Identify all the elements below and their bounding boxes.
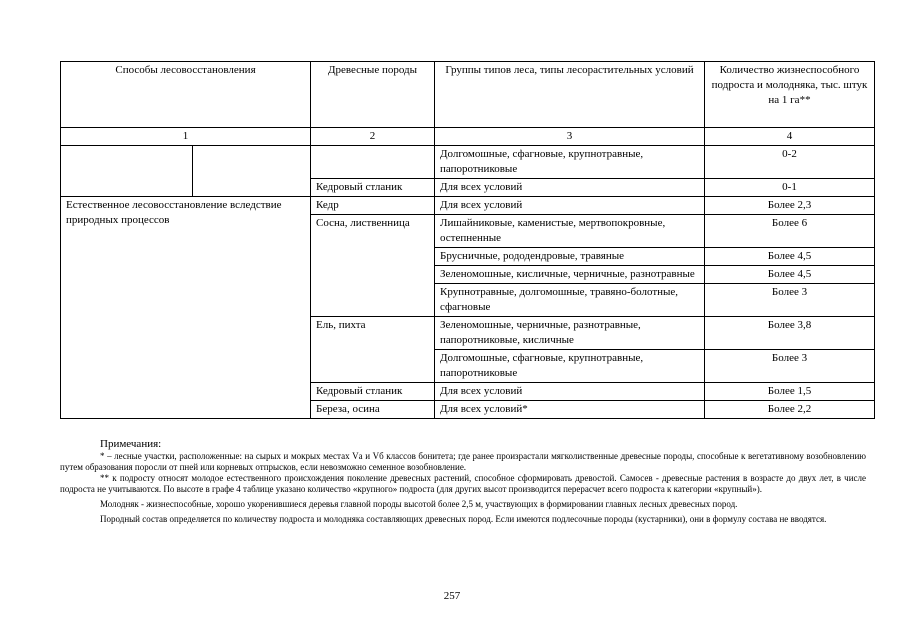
conditions-cell: Долгомошные, сфагновые, крупнотравные, папоротниковые bbox=[435, 146, 705, 179]
amount-cell: Более 3 bbox=[705, 350, 875, 383]
conditions-cell: Для всех условий bbox=[435, 197, 705, 215]
amount-cell: 0-1 bbox=[705, 179, 875, 197]
conditions-cell: Для всех условий bbox=[435, 179, 705, 197]
amount-cell: Более 4,5 bbox=[705, 266, 875, 284]
method-cell-empty bbox=[61, 179, 193, 197]
header-species: Древесные породы bbox=[311, 62, 435, 128]
amount-cell: Более 2,3 bbox=[705, 197, 875, 215]
header-conditions: Группы типов леса, типы лесорастительных условий bbox=[435, 62, 705, 128]
species-cell: Кедровый стланик bbox=[311, 179, 435, 197]
conditions-cell: Для всех условий bbox=[435, 383, 705, 401]
notes-section bbox=[60, 438, 866, 525]
species-cell: Сосна, лиственница bbox=[311, 215, 435, 317]
amount-cell: Более 4,5 bbox=[705, 248, 875, 266]
forest-restoration-table bbox=[60, 61, 875, 419]
amount-cell: Более 6 bbox=[705, 215, 875, 248]
species-cell: Кедр bbox=[311, 197, 435, 215]
note-paragraph: ** к подросту относят молодое естественного происхождения поколение древесных растений, способное сформировать древостой. Самосев - древесные растения в возрасте до двух лет, в числе подроста не учитываются. По высоте в графе 4 таблице указано количество «крупного» подроста (для других высот производится перерасчет всего подроста к категории «крупный»). bbox=[60, 473, 866, 494]
conditions-cell: Долгомошные, сфагновые, крупнотравные, папоротниковые bbox=[435, 350, 705, 383]
conditions-cell: Лишайниковые, каменистые, мертвопокровные, остепненные bbox=[435, 215, 705, 248]
column-number: 3 bbox=[435, 128, 705, 146]
species-cell: Ель, пихта bbox=[311, 317, 435, 383]
table-row bbox=[61, 179, 875, 197]
column-number: 4 bbox=[705, 128, 875, 146]
conditions-cell: Зеленомошные, кисличные, черничные, разнотравные bbox=[435, 266, 705, 284]
note-paragraph: Молодняк - жизнеспособные, хорошо укоренившиеся деревья главной породы высотой более 2,5 м, участвующих в формировании главных лесных древесных пород. bbox=[100, 499, 738, 509]
amount-cell: Более 2,2 bbox=[705, 401, 875, 419]
species-cell: Береза, осина bbox=[311, 401, 435, 419]
amount-cell: 0-2 bbox=[705, 146, 875, 179]
method-cell: Естественное лесовосстановление вследствие природных процессов bbox=[61, 197, 311, 419]
notes-title: Примечания: bbox=[100, 438, 162, 450]
table-row bbox=[61, 146, 875, 179]
table-header-row bbox=[61, 62, 875, 128]
amount-cell: Более 3,8 bbox=[705, 317, 875, 350]
column-number: 2 bbox=[311, 128, 435, 146]
species-cell: Кедровый стланик bbox=[311, 383, 435, 401]
conditions-cell: Зеленомошные, черничные, разнотравные, папоротниковые, кисличные bbox=[435, 317, 705, 350]
method-cell-empty bbox=[61, 146, 193, 179]
column-number: 1 bbox=[61, 128, 311, 146]
conditions-cell: Для всех условий* bbox=[435, 401, 705, 419]
table-row bbox=[61, 197, 875, 215]
amount-cell: Более 1,5 bbox=[705, 383, 875, 401]
amount-cell: Более 3 bbox=[705, 284, 875, 317]
species-cell bbox=[311, 146, 435, 179]
header-methods: Способы лесовосстановления bbox=[61, 62, 311, 128]
column-number-row bbox=[61, 128, 875, 146]
conditions-cell: Брусничные, рододендровые, травяные bbox=[435, 248, 705, 266]
header-amount: Количество жизнеспособного подроста и молодняка, тыс. штук на 1 га** bbox=[705, 62, 875, 128]
subcolumn-cell-empty bbox=[193, 146, 311, 197]
conditions-cell: Крупнотравные, долгомошные, травяно-болотные, сфагновые bbox=[435, 284, 705, 317]
note-paragraph: * – лесные участки, расположенные: на сырых и мокрых местах Vа и Vб классов бонитета; где ранее произрастали мягколиственные древесные породы, способные к вегетативному возобновлению путем образования поросли от пней или корневых отпрысков, если невозможно семенное возобновление. bbox=[60, 451, 866, 472]
page-number: 257 bbox=[443, 590, 461, 602]
note-paragraph: Породный состав определяется по количеству подроста и молодняка составляющих древесных пород. Если имеются подлесочные породы (кустарники), они в формулу состава не вводятся. bbox=[100, 514, 827, 524]
